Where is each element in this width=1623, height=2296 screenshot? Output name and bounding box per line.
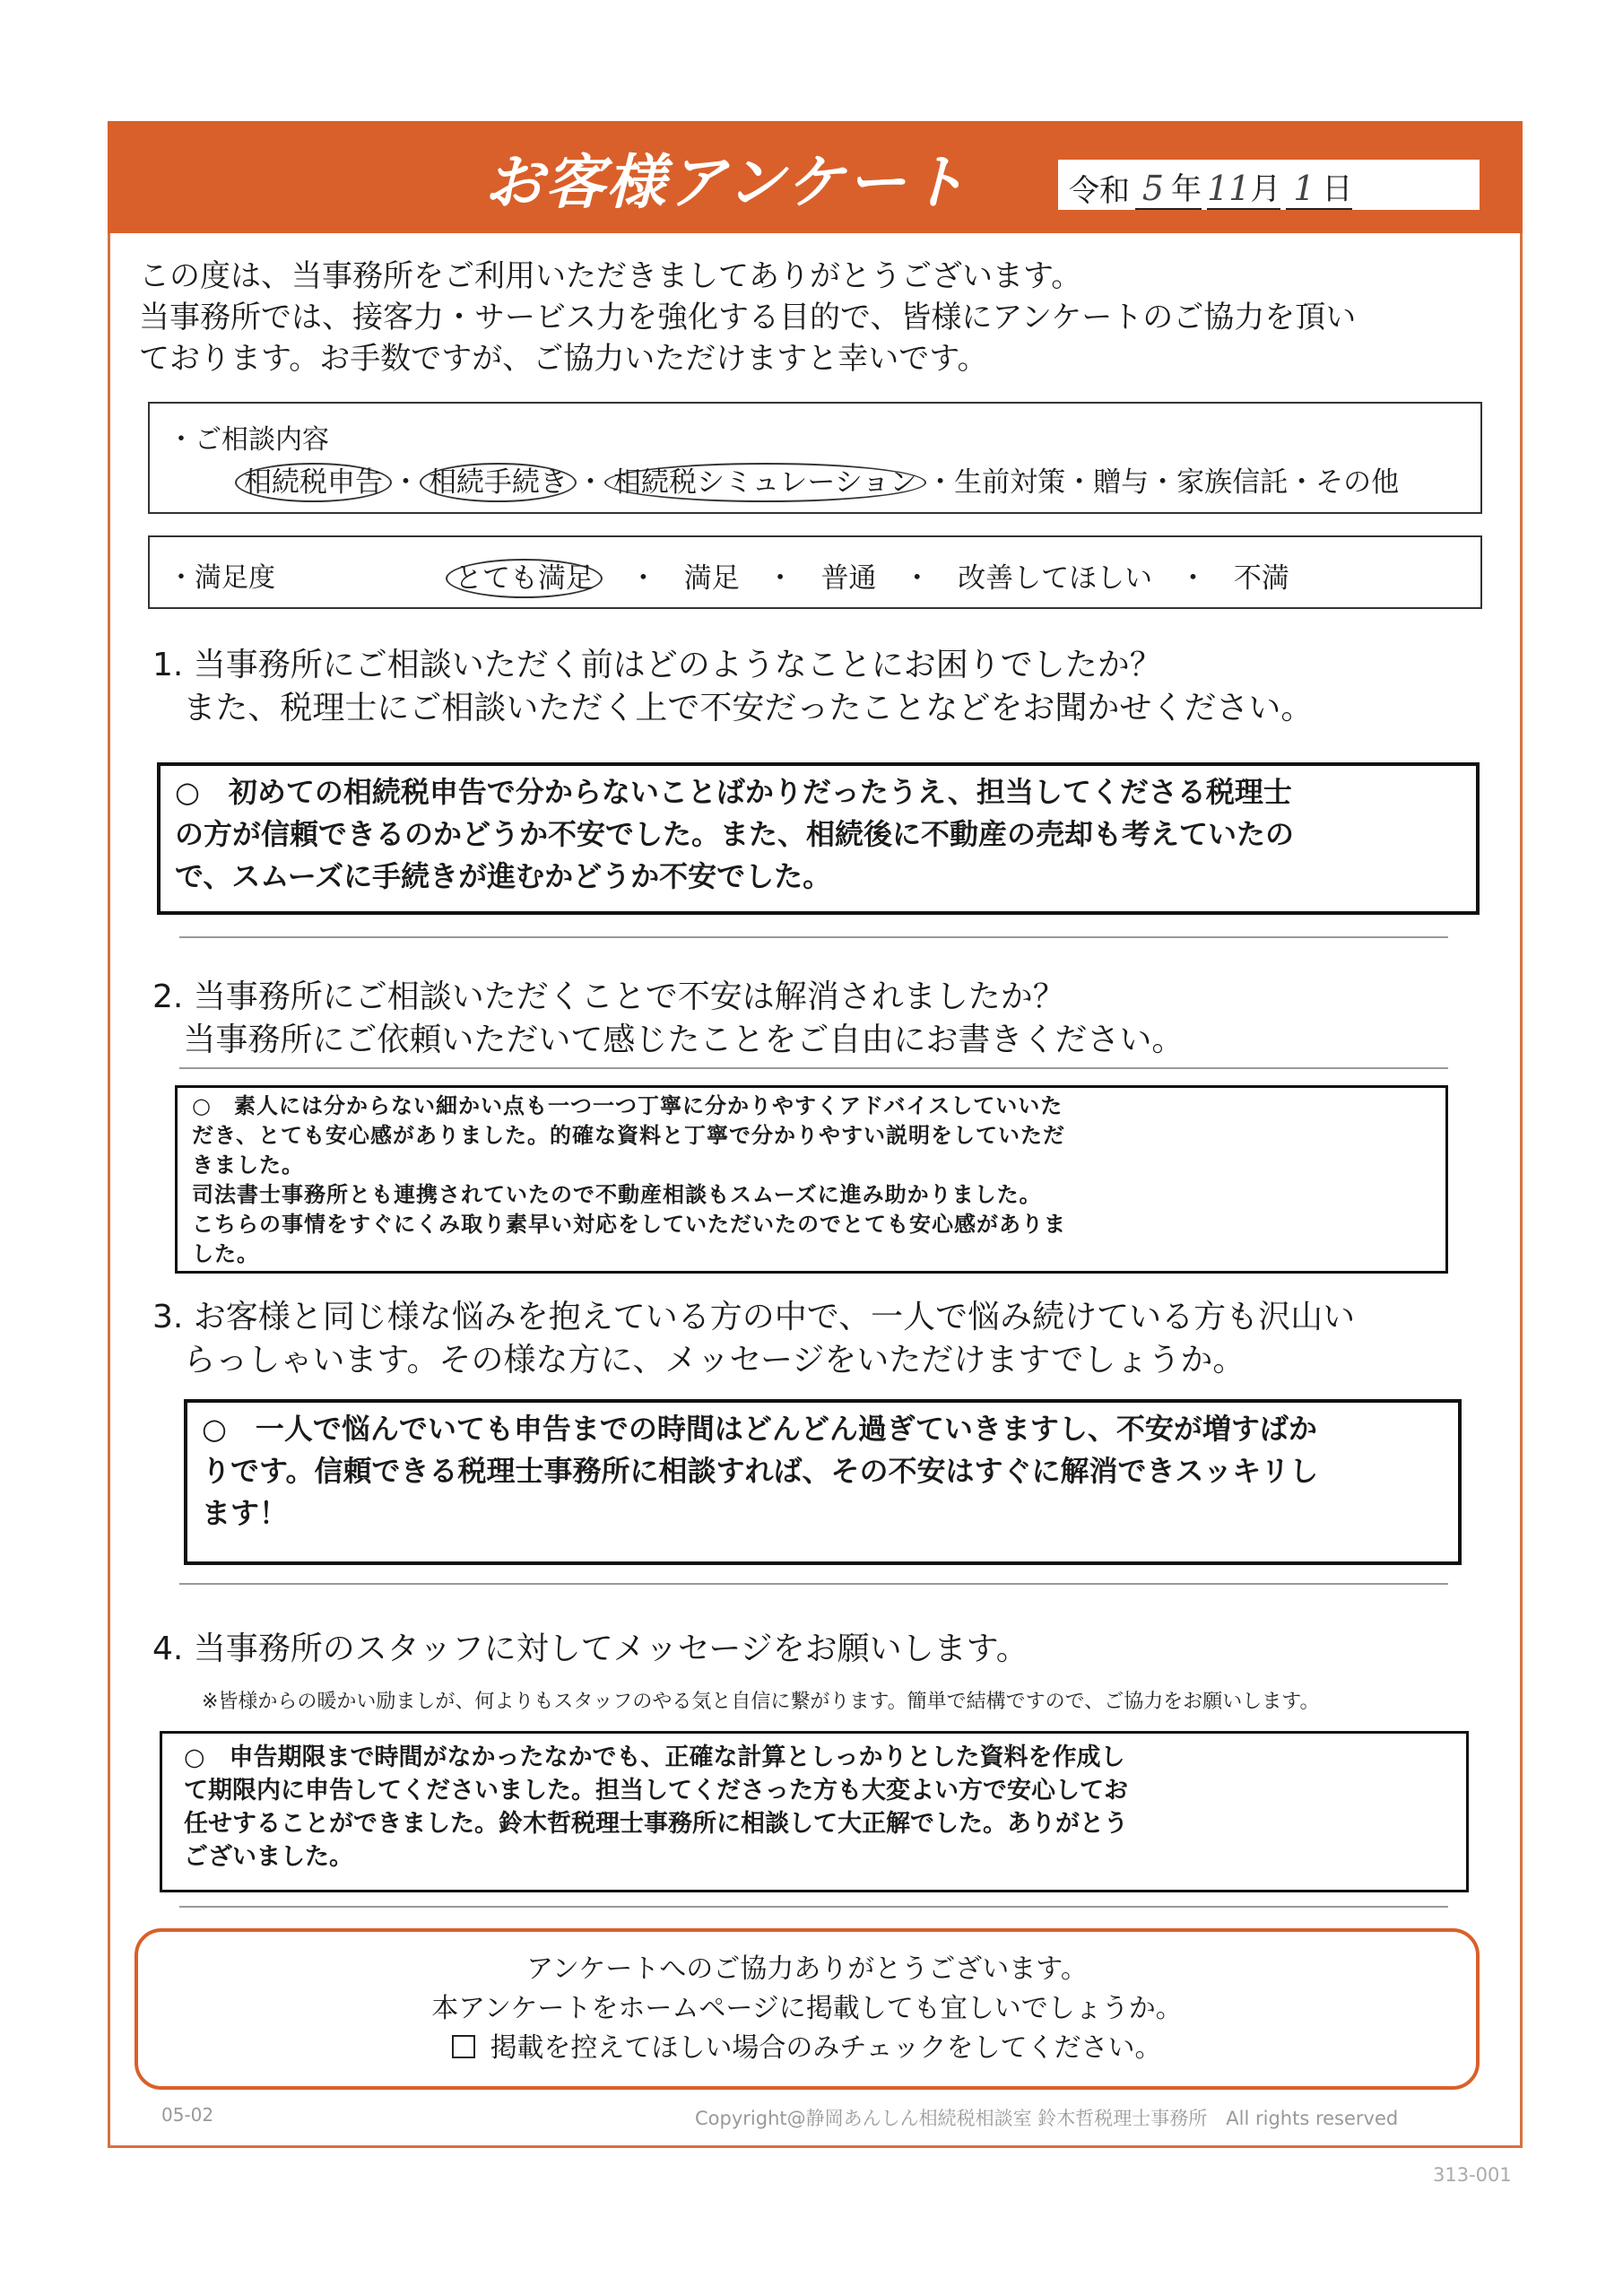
sep: ・	[766, 562, 794, 595]
answer-line: だき、とても安心感がありました。的確な資料と丁寧で分かりやすい説明をしていただ	[192, 1123, 1066, 1148]
answer-1[interactable]	[157, 762, 1480, 915]
question-3	[152, 1296, 1497, 1382]
publish-optout-label: 掲載を控えてほしい場合のみチェックをしてください。	[490, 2032, 1162, 2064]
answer-line: きました。	[192, 1152, 304, 1178]
answer-line: ます！	[202, 1496, 289, 1530]
satisfaction-option[interactable]: 不満	[1233, 562, 1289, 595]
answer-line: の方が信頼できるのかどうか不安でした。また、相続後に不動産の売却も考えていたの	[175, 817, 1295, 851]
question-line: 2. 当事務所にご相談いただくことで不安は解消されましたか？	[152, 978, 1065, 1015]
publish-optout	[138, 2029, 1476, 2068]
answer-line: て期限内に申告してくださいました。担当してくださった方も大変よい方で安心してお	[184, 1777, 1128, 1805]
consult-option[interactable]: 生前対策	[954, 466, 1066, 499]
question-1	[152, 644, 1497, 730]
closing-line: 本アンケートをホームページに掲載しても宜しいでしょうか。	[431, 1993, 1183, 2024]
closing-line: アンケートへのご協力ありがとうございます。	[526, 1953, 1088, 1985]
satisfaction-box	[148, 535, 1482, 609]
sep: ・	[903, 562, 932, 595]
answer-line: 任せすることができました。鈴木哲税理士事務所に相談して大正解でした。ありがとう	[184, 1810, 1128, 1838]
sep: ・	[577, 466, 604, 499]
consultation-options	[235, 459, 1399, 500]
answer-line: りです。信頼できる税理士事務所に相談すれば、その不安はすぐに解消できスッキリし	[202, 1454, 1319, 1488]
answer-3[interactable]	[184, 1399, 1462, 1565]
intro-text	[139, 256, 1484, 379]
date-era: 令和	[1069, 173, 1130, 209]
publish-optout-checkbox[interactable]	[452, 2035, 475, 2058]
satisfaction-option-selected[interactable]: とても満足	[446, 559, 603, 598]
consult-option-selected[interactable]: 相続税申告	[235, 463, 392, 502]
sep: ・	[1179, 562, 1208, 595]
answer-line: ございました。	[184, 1843, 353, 1871]
date-day-value[interactable]: 1	[1286, 169, 1322, 210]
form-code: 05-02	[161, 2104, 214, 2126]
consult-option-selected[interactable]: 相続手続き	[420, 463, 577, 502]
satisfaction-option[interactable]: 普通	[820, 562, 877, 595]
sep: ・	[392, 466, 420, 499]
satisfaction-label: ・満足度	[168, 562, 275, 594]
answer-2[interactable]	[175, 1085, 1448, 1274]
answer-line: ○ 初めての相続税申告で分からないことばかりだったうえ、担当してくださる税理士	[175, 775, 1292, 809]
answer-line: した。	[192, 1241, 259, 1266]
date-month-unit: 月	[1250, 164, 1280, 210]
satisfaction-option[interactable]: 満足	[683, 562, 740, 595]
consult-option[interactable]: その他	[1315, 466, 1400, 499]
satisfaction-option[interactable]: 改善してほしい	[958, 562, 1153, 595]
answer-line: ○ 素人には分からない細かい点も一つ一つ丁寧に分かりやすくアドバイスしていいた	[192, 1093, 1063, 1118]
question-line: また、税理士にご相談いただく上で不安だったことなどをお聞かせください。	[152, 690, 1314, 726]
answer-line: ○ 一人で悩んでいても申告までの時間はどんどん過ぎていきますし、不安が増すばか	[202, 1412, 1317, 1446]
rule	[179, 1583, 1448, 1585]
sep: ・	[1288, 466, 1316, 499]
sep: ・	[926, 466, 955, 499]
rule	[179, 1067, 1448, 1069]
closing-box	[135, 1928, 1480, 2090]
question-4-note: ※皆様からの暖かい励ましが、何よりもスタッフのやる気と自信に繋がります。簡単で結構ですので、ご協力をお願いします。	[202, 1691, 1320, 1713]
intro-line: 当事務所では、接客力・サービス力を強化する目的で、皆様にアンケートのご協力を頂い	[139, 300, 1357, 335]
page-title: お客様アンケート	[484, 148, 969, 217]
rule	[179, 1906, 1448, 1908]
question-line: らっしゃいます。その様な方に、メッセージをいただけますでしょうか。	[152, 1342, 1245, 1378]
answer-line: で、スムーズに手続きが進むかどうか不安でした。	[175, 859, 832, 893]
satisfaction-options	[446, 555, 1289, 596]
copyright: Copyright@静岡あんしん相続税相談室 鈴木哲税理士事務所 All rights reserved	[695, 2108, 1399, 2129]
rule	[179, 936, 1448, 938]
consult-option-selected[interactable]: 相続税シミュレーション	[604, 463, 926, 502]
consultation-label: ・ご相談内容	[168, 424, 329, 456]
answer-line: 司法書士事務所とも連携されていたので不動産相談もスムーズに進み助かりました。	[192, 1182, 1042, 1207]
date-day-unit: 日	[1322, 164, 1352, 210]
date-year-unit: 年	[1171, 164, 1202, 210]
sep: ・	[1065, 466, 1094, 499]
question-line: 4. 当事務所のスタッフに対してメッセージをお願いします。	[152, 1631, 1028, 1667]
intro-line: この度は、当事務所をご利用いただきましてありがとうございます。	[139, 258, 1082, 294]
question-line: 1. 当事務所にご相談いただく前はどのようなことにお困りでしたか？	[152, 647, 1162, 683]
sep: ・	[629, 562, 657, 595]
date-month-value[interactable]: 11	[1207, 169, 1251, 208]
document-number: 313-001	[1433, 2164, 1512, 2186]
intro-line: ております。お手数ですが、ご協力いただけますと幸いです。	[139, 341, 988, 377]
date-year-value[interactable]: 5	[1135, 169, 1171, 210]
answer-line: ○ 申告期限まで時間がなかったなかでも、正確な計算としっかりとした資料を作成し	[184, 1744, 1125, 1771]
question-4	[152, 1628, 1497, 1671]
question-line: 当事務所にご依頼いただいて感じたことをご自由にお書きください。	[152, 1022, 1185, 1058]
question-line: 3. お客様と同じ様な悩みを抱えている方の中で、一人で悩み続けている方も沢山い	[152, 1299, 1356, 1335]
answer-4[interactable]	[160, 1731, 1469, 1892]
answer-line: こちらの事情をすぐにくみ取り素早い対応をしていただいたのでとても安心感がありま	[192, 1212, 1066, 1237]
question-2	[152, 976, 1497, 1062]
consultation-box	[148, 402, 1482, 514]
date-field[interactable]	[1058, 160, 1480, 210]
consult-option[interactable]: 贈与・家族信託	[1093, 466, 1289, 499]
